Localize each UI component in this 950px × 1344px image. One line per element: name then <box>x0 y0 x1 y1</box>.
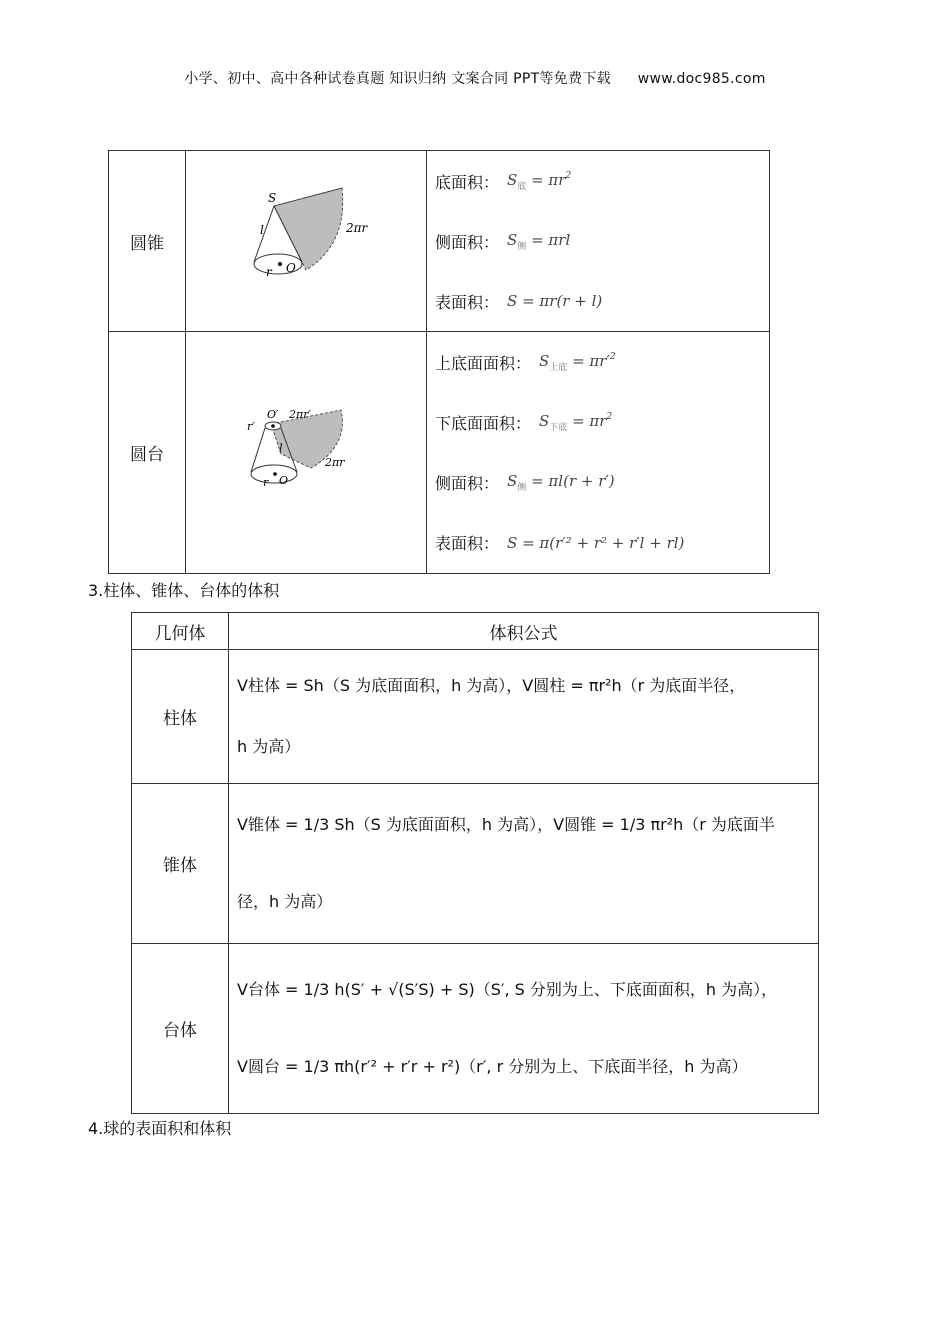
frustum-label-arc: 2πr <box>325 455 345 469</box>
formula-expr: $S_{上底} = \pi r'^2$ <box>539 352 616 373</box>
formula-line: 径，h 为高） <box>237 891 333 911</box>
formula-expr: $S_底 = \pi r^2$ <box>507 170 572 192</box>
formula-label: 侧面积： <box>435 474 500 493</box>
formula-row <box>435 393 769 453</box>
formula-line: h 为高） <box>237 736 301 756</box>
formula-label: 底面积： <box>435 172 500 192</box>
formula-expr: S = πr(r + l) <box>507 292 603 310</box>
table-row-pyramid <box>132 784 819 944</box>
frustum-name: 圆台 <box>109 332 186 574</box>
header-url[interactable]: www.doc985.com <box>637 71 766 87</box>
formula-row <box>435 211 769 271</box>
cone-name: 圆锥 <box>109 151 186 332</box>
area-table <box>108 150 770 574</box>
frustum-left-edge <box>251 428 265 472</box>
cone-formulas <box>427 151 770 332</box>
header-formula: 体积公式 <box>229 613 819 650</box>
volume-table <box>131 612 819 1114</box>
formula-line: V台体 = 1/3 h(S′ + √(S′S) + S)（S′, S 分别为上、下底面面积，h 为高）， <box>237 979 778 999</box>
formula-label: 表面积： <box>435 292 500 312</box>
formula-expr: $S_{下底} = \pi r^2$ <box>539 412 613 433</box>
frustum-diagram <box>241 406 371 496</box>
frustum-label-top-arc: 2πr′ <box>289 407 311 421</box>
formula-line: V锥体 = 1/3 Sh（S 为底面面积，h 为高），V圆锥 = 1/3 πr²h（r 为底面半 <box>237 814 775 834</box>
formula-row <box>435 151 769 211</box>
cone-left-edge <box>254 206 274 262</box>
formula-label: 下底面面积： <box>435 414 532 433</box>
frustum-label-o: O <box>279 473 289 487</box>
table-header-row <box>132 613 819 650</box>
formula-label: 侧面积： <box>435 232 500 252</box>
formula-expr: S = π(r′² + r² + r′l + rl) <box>507 533 685 552</box>
section-3-title: 3.柱体、锥体、台体的体积 <box>88 581 280 600</box>
cone-label-arc: 2πr <box>346 221 368 235</box>
frustum-label-l: l <box>279 441 283 455</box>
frustum-formulas <box>427 332 770 574</box>
frustum-figure-cell <box>186 332 427 574</box>
frustum-label-o-prime: O′ <box>267 407 279 421</box>
formula-row <box>435 453 769 513</box>
section-4-title: 4.球的表面积和体积 <box>88 1119 232 1138</box>
row-name: 柱体 <box>132 650 229 784</box>
table-row-prism <box>132 650 819 784</box>
row-formula <box>229 944 819 1114</box>
table-row-frustum-volume <box>132 944 819 1114</box>
frustum-label-r: r <box>263 475 269 489</box>
formula-label: 上底面面积： <box>435 354 532 373</box>
formula-line: V圆台 = 1/3 πh(r′² + r′r + r²)（r′, r 分别为上、下底面半径，h 为高） <box>237 1056 748 1076</box>
cone-label-s: S <box>268 191 277 205</box>
table-row-frustum <box>109 332 770 574</box>
row-formula <box>229 650 819 784</box>
cone-label-r: r <box>266 265 272 279</box>
formula-line: V柱体 = Sh（S 为底面面积，h 为高），V圆柱 = πr²h（r 为底面半径， <box>237 675 746 695</box>
frustum-label-r-prime: r′ <box>247 419 255 433</box>
formula-label: 表面积： <box>435 534 500 553</box>
row-formula <box>229 784 819 944</box>
cone-center-dot <box>278 262 282 266</box>
formula-row <box>435 513 769 573</box>
page-header <box>0 68 950 88</box>
table-row-cone <box>109 151 770 332</box>
frustum-top-center-dot <box>271 424 275 428</box>
frustum-bottom-center-dot <box>273 472 277 476</box>
formula-expr: $S_侧 = \pi rl$ <box>507 230 571 252</box>
header-shape: 几何体 <box>132 613 229 650</box>
cone-label-o: O <box>286 261 296 275</box>
header-text: 小学、初中、高中各种试卷真题 知识归纳 文案合同 PPT等免费下载 <box>184 71 611 87</box>
formula-expr: $S_侧 = \pi l(r + r')$ <box>507 472 615 493</box>
cone-figure-cell <box>186 151 427 332</box>
cone-label-l: l <box>260 223 264 237</box>
formula-row <box>435 271 769 331</box>
row-name: 台体 <box>132 944 229 1114</box>
formula-row <box>435 333 769 393</box>
row-name: 锥体 <box>132 784 229 944</box>
cone-diagram <box>236 184 376 294</box>
